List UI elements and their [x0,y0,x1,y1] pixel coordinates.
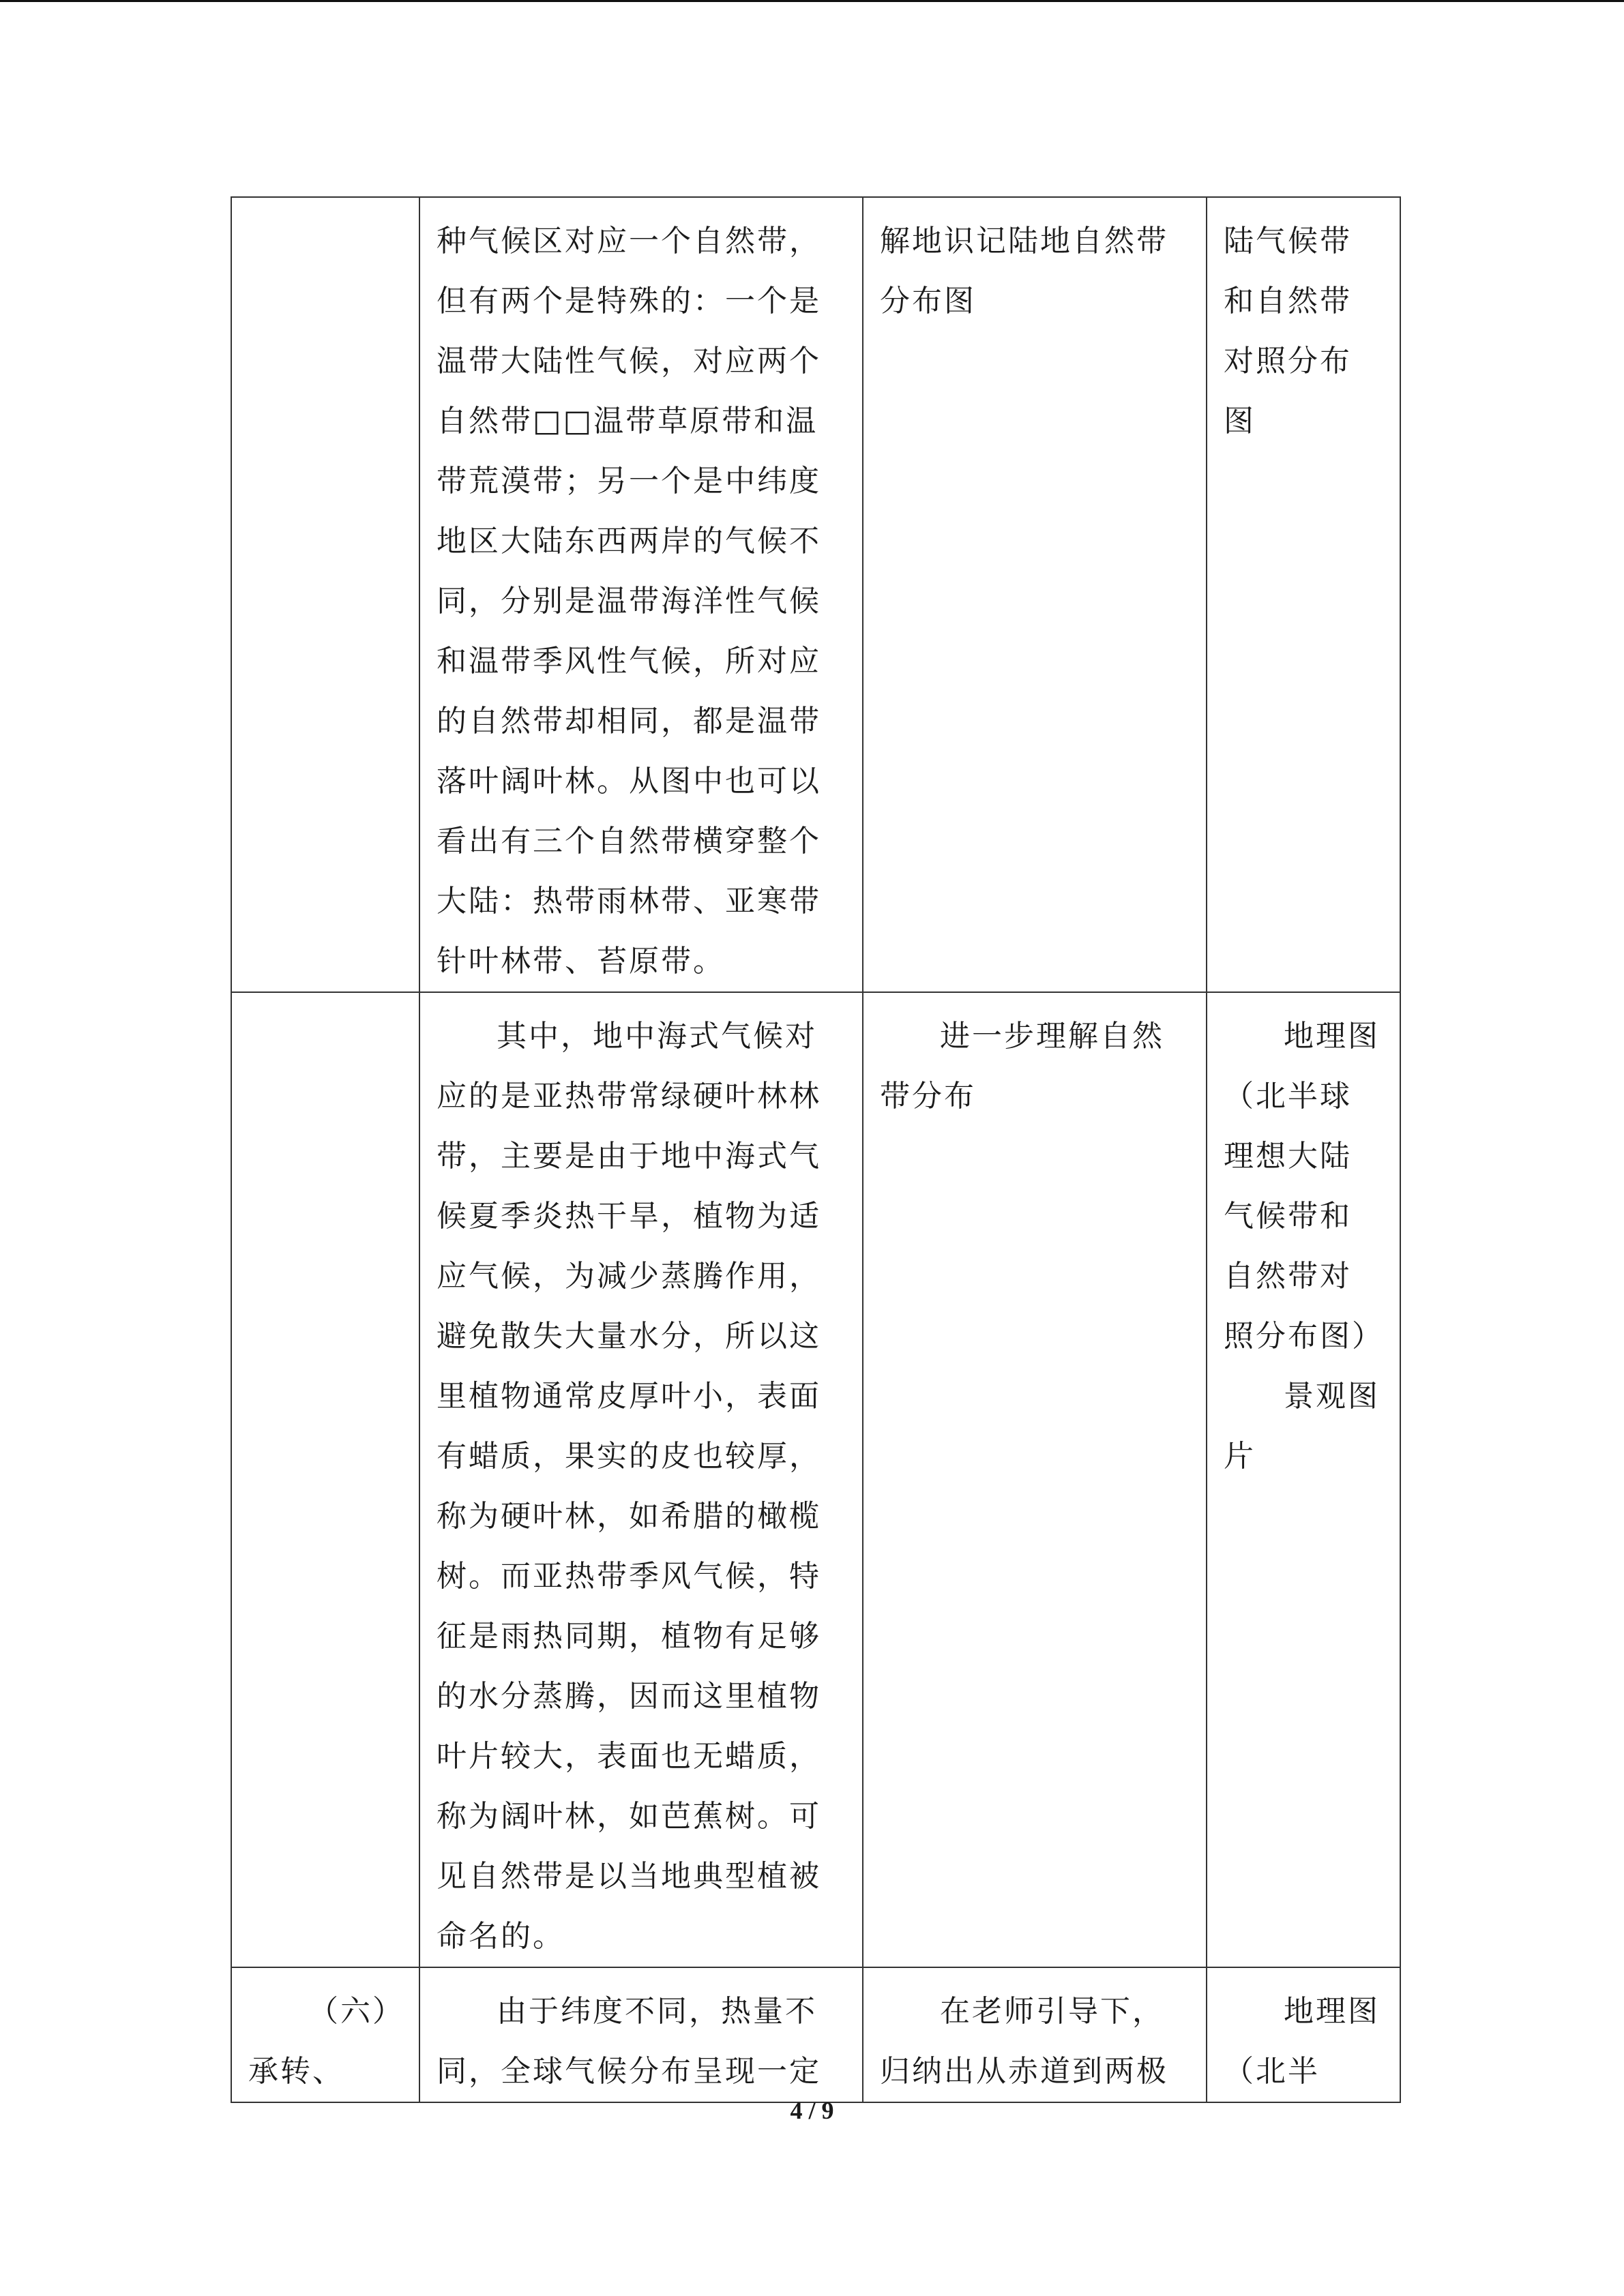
activity-text: 在老师引导下，归纳出从赤道到两极 [880,1994,1168,2089]
resource-cell [1207,1967,1400,2102]
activity-cell [863,197,1207,992]
activity-text: 解地识记陆地自然带分布图 [880,224,1168,318]
stage-cell [231,992,419,1967]
content-text: 由于纬度不同，热量不同，全球气候分布呈现一定 [437,1994,821,2089]
content-text: 种气候区对应一个自然带，但有两个是特殊的：一个是温带大陆性气候，对应两个自然带□□温带草原带和温带荒漠带；另一个是中纬度地区大陆东西两岸的气候不同，分别是温带海洋性气候和温带季风性气候，所对应的自然带却相同，都是温带落叶阔叶林。从图中也可以看出有三个自然带横穿整个大陆：热带雨林带、亚寒带针叶林带、苔原带。 [437,224,821,979]
stage-text: （六）承转、 [248,1994,389,2089]
activity-cell [863,992,1207,1967]
activity-cell [863,1967,1207,2102]
resource-text: 陆气候带和自然带对照分布图 [1224,224,1352,438]
table-row [231,992,1400,1967]
content-text: 其中，地中海式气候对应的是亚热带常绿硬叶林林带，主要是由于地中海式气候夏季炎热干旱，植物为适应气候，为减少蒸腾作用，避免散失大量水分，所以这里植物通常皮厚叶小，表面有蜡质，果实的皮也较厚，称为硬叶林，如希腊的橄榄树。而亚热带季风气候，特征是雨热同期，植物有足够的水分蒸腾，因而这里植物叶片较大，表面也无蜡质，称为阔叶林，如芭蕉树。可见自然带是以当地典型植被命名的。 [437,1019,821,1954]
content-cell [419,197,863,992]
table-row [231,197,1400,992]
resource-text: 地理图（北半球理想大陆气候带和自然带对照分布图） [1224,1019,1384,1354]
table-row [231,1967,1400,2102]
resource-cell [1207,992,1400,1967]
content-cell [419,1967,863,2102]
top-border-line [0,0,1624,2]
page-number: 4 / 9 [790,2097,834,2124]
activity-text: 进一步理解自然带分布 [880,1019,1164,1114]
lesson-plan-table [231,196,1401,2103]
stage-cell [231,1967,419,2102]
stage-cell [231,197,419,992]
resource-text-2: 景观图片 [1224,1379,1380,1474]
content-cell [419,992,863,1967]
resource-cell [1207,197,1400,992]
resource-text: 地理图（北半 [1224,1994,1380,2089]
